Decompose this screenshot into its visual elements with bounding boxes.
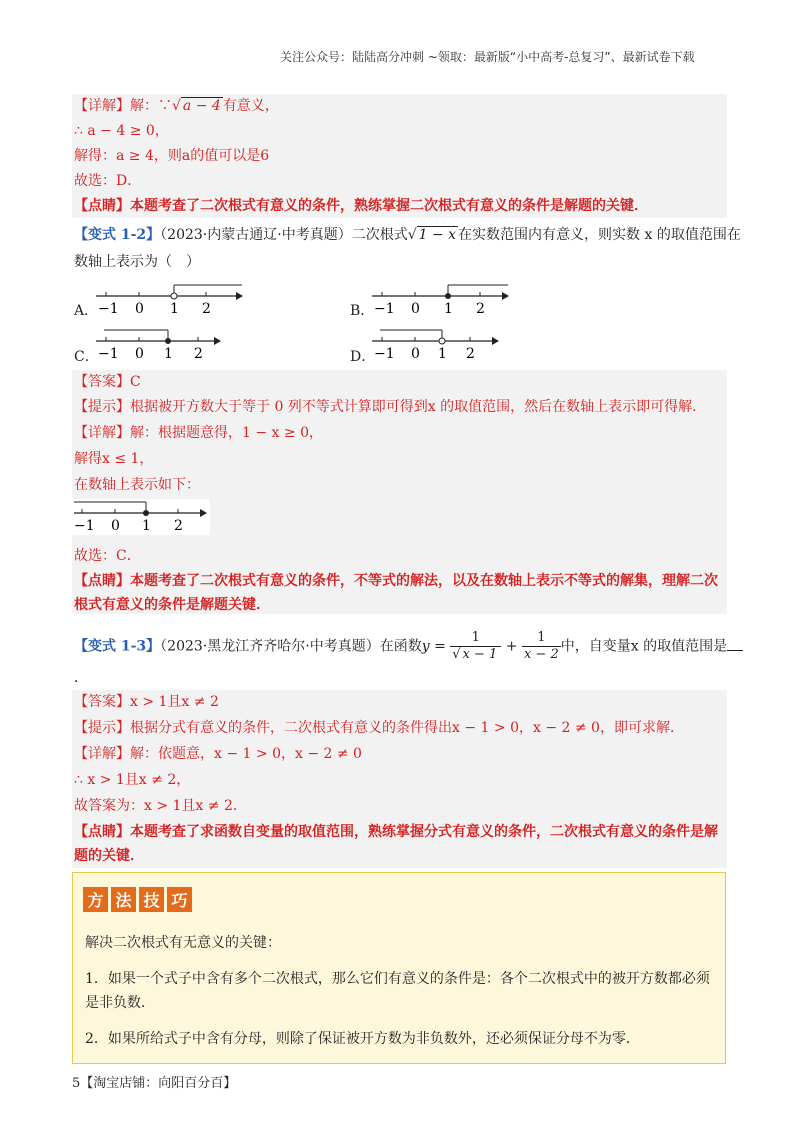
comment-line-2: 根式有意义的条件是解题关键． bbox=[74, 597, 270, 613]
comment-line-1: 【点睛】本题考查了求函数自变量的取值范围，熟练掌握分式有意义的条件，二次根式有意义的条件是解 bbox=[74, 824, 718, 840]
tag-char: 技 bbox=[139, 887, 164, 912]
page-footer: 5【淘宝店铺：向阳百分百】 bbox=[72, 1076, 237, 1091]
hint-line: 【提示】根据分式有意义的条件，二次根式有意义的条件得出x − 1 > 0，x − 2 ≠ 0，即可求解． bbox=[74, 720, 684, 736]
option-d-label: D． bbox=[350, 349, 376, 365]
detail-line: 【详解】解：根据题意得，1 − x ≥ 0， bbox=[74, 425, 323, 441]
solve-line: 解得：a ≥ 4，则a的值可以是6 bbox=[74, 148, 270, 164]
method-tips-tags bbox=[83, 887, 192, 912]
detail-line: 【详解】解：∵√ a − 4 有意义， bbox=[74, 98, 279, 114]
tips-item-1-line-2: 是非负数． bbox=[85, 995, 155, 1011]
tag-char: 方 bbox=[83, 887, 108, 912]
tag-char: 法 bbox=[111, 887, 136, 912]
option-a-label: A． bbox=[74, 303, 99, 319]
svg-text:2: 2 bbox=[476, 301, 485, 317]
svg-text:−1: −1 bbox=[98, 346, 119, 362]
svg-text:1: 1 bbox=[170, 301, 179, 317]
answer-line: 【答案】C bbox=[74, 374, 141, 390]
tips-item-2: 2．如果所给式子中含有分母，则除了保证被开方数为非负数外，还必须保证分母不为零． bbox=[85, 1031, 640, 1047]
solve-line: 解得x ≤ 1， bbox=[74, 451, 154, 467]
number-line-option-d bbox=[370, 327, 520, 367]
inequality-line: ∴ a − 4 ≥ 0， bbox=[74, 123, 169, 139]
tips-intro: 解决二次根式有无意义的关键： bbox=[85, 935, 281, 951]
svg-text:2: 2 bbox=[466, 346, 475, 362]
choice-line: 故选：C． bbox=[74, 548, 141, 564]
number-line-solution bbox=[72, 499, 210, 535]
page-header: 关注公众号：陆陆高分冲刺 ~领取：最新版“小中高考-总复习”、最新试卷下载 bbox=[280, 50, 695, 64]
option-c-label: C． bbox=[74, 349, 99, 365]
svg-text:2: 2 bbox=[202, 301, 211, 317]
svg-text:1: 1 bbox=[142, 518, 151, 534]
svg-text:−1: −1 bbox=[98, 301, 119, 317]
svg-text:1: 1 bbox=[438, 346, 447, 362]
svg-text:0: 0 bbox=[111, 518, 120, 534]
question-title-1-2-line2: 数轴上表示为（ ） bbox=[74, 254, 200, 270]
svg-text:0: 0 bbox=[411, 346, 420, 362]
question-title-1-2: 【变式 1-2】（2023·内蒙古通辽·中考真题）二次根式√ 1 − x 在实数范围内有意义，则实数 x 的取值范围在 bbox=[74, 227, 741, 243]
svg-text:1: 1 bbox=[444, 301, 453, 317]
comment-line-2: 题的关键． bbox=[74, 848, 144, 864]
tag-char: 巧 bbox=[167, 887, 192, 912]
fraction-2: $\frac{1}{x - 2}$ bbox=[523, 630, 559, 662]
svg-text:0: 0 bbox=[135, 346, 144, 362]
comment-line-1: 【点睛】本题考查了二次根式有意义的条件，不等式的解法，以及在数轴上表示不等式的解集，理解二次 bbox=[74, 573, 718, 589]
method-tips-box bbox=[72, 872, 726, 1064]
question-title-1-3: 【变式 1-3】（2023·黑龙江齐齐哈尔·中考真题）在函数y = $\frac{1}{√ x - 1}$ + $\frac{1}{x - 2}$ 中，自变量x 的取值范围是 bbox=[74, 630, 743, 663]
number-line-option-c bbox=[94, 327, 244, 367]
svg-text:1: 1 bbox=[164, 346, 173, 362]
svg-text:−1: −1 bbox=[374, 301, 395, 317]
choice-line: 故选：D． bbox=[74, 173, 142, 189]
answer-line: 【答案】x > 1且x ≠ 2 bbox=[74, 694, 219, 710]
number-line-option-a bbox=[94, 282, 244, 322]
hint-line: 【提示】根据被开方数大于等于 0 列不等式计算即可得到x 的取值范围，然后在数轴上表示即可得解． bbox=[74, 399, 707, 415]
svg-text:2: 2 bbox=[174, 518, 183, 534]
svg-text:0: 0 bbox=[135, 301, 144, 317]
option-b-label: B． bbox=[350, 303, 375, 319]
therefore-line: ∴ x > 1且x ≠ 2， bbox=[74, 772, 191, 788]
svg-text:0: 0 bbox=[411, 301, 420, 317]
tips-item-1-line-1: 1．如果一个式子中含有多个二次根式，那么它们有意义的条件是：各个二次根式中的被开方数都必须 bbox=[85, 971, 710, 987]
svg-text:−1: −1 bbox=[374, 346, 395, 362]
final-answer-line: 故答案为：x > 1且x ≠ 2． bbox=[74, 798, 247, 814]
fraction-1: $\frac{1}{√ x - 1}$ bbox=[450, 630, 501, 663]
svg-text:2: 2 bbox=[194, 346, 203, 362]
detail-line: 【详解】解：依题意，x − 1 > 0，x − 2 ≠ 0 bbox=[74, 746, 362, 762]
comment-line: 【点睛】本题考查了二次根式有意义的条件，熟练掌握二次根式有意义的条件是解题的关键． bbox=[74, 198, 648, 214]
show-line: 在数轴上表示如下： bbox=[74, 477, 200, 493]
svg-text:−1: −1 bbox=[74, 518, 95, 534]
blank-dot: ． bbox=[74, 670, 88, 686]
number-line-option-b bbox=[370, 282, 520, 322]
